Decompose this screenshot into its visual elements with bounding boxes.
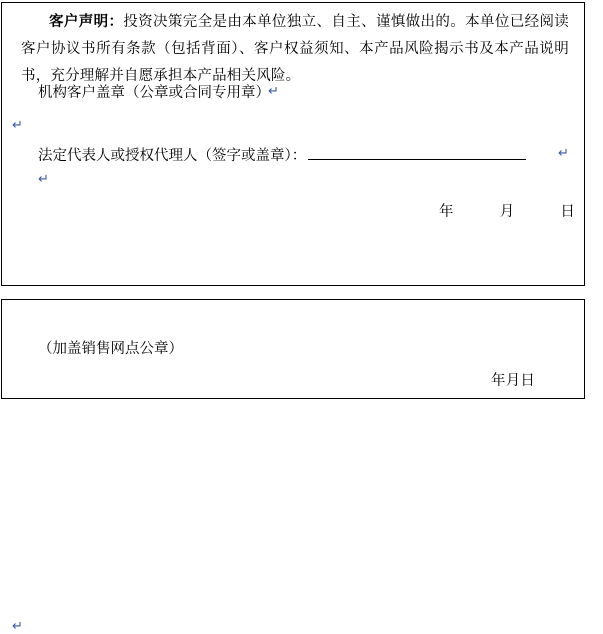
paragraph-mark-icon: ↵ (558, 145, 569, 160)
org-seal-field (38, 83, 270, 103)
declaration-date-year: 年 (439, 204, 454, 220)
stamp-note-label: （加盖销售网点公章） (38, 341, 183, 357)
stamp-date-year: 年 (491, 373, 506, 389)
declaration-lead-label: 客户声明： (49, 14, 124, 30)
stamp-date-row (491, 371, 535, 391)
paragraph-mark-icon: ↵ (38, 171, 49, 186)
customer-declaration-box (1, 2, 585, 286)
paragraph-mark-icon: ↵ (268, 83, 279, 98)
declaration-date-month: 月 (499, 204, 515, 220)
org-seal-label: 机构客户盖章（公章或合同专用章） (38, 85, 270, 101)
stamp-date-day: 日 (520, 373, 536, 389)
legal-representative-field (38, 145, 526, 166)
declaration-date-day: 日 (560, 204, 576, 220)
paragraph-mark-icon: ↵ (12, 117, 23, 132)
declaration-date-row (439, 202, 575, 222)
paragraph-mark-icon: ↵ (12, 618, 23, 633)
declaration-paragraph (21, 9, 569, 90)
signature-underline[interactable] (308, 145, 526, 160)
stamp-date-month: 月 (505, 373, 521, 389)
legal-representative-label: 法定代表人或授权代理人（签字或盖章）： (38, 148, 307, 164)
declaration-body-text: 投资决策完全是由本单位独立、自主、谨慎做出的。本单位已经阅读客户协议书所有条款（包括背面）、客户权益须知、本产品风险揭示书及本产品说明书，充分理解并自愿承担本产品相关风险。 (21, 14, 570, 84)
sales-outlet-stamp-box (1, 299, 585, 633)
